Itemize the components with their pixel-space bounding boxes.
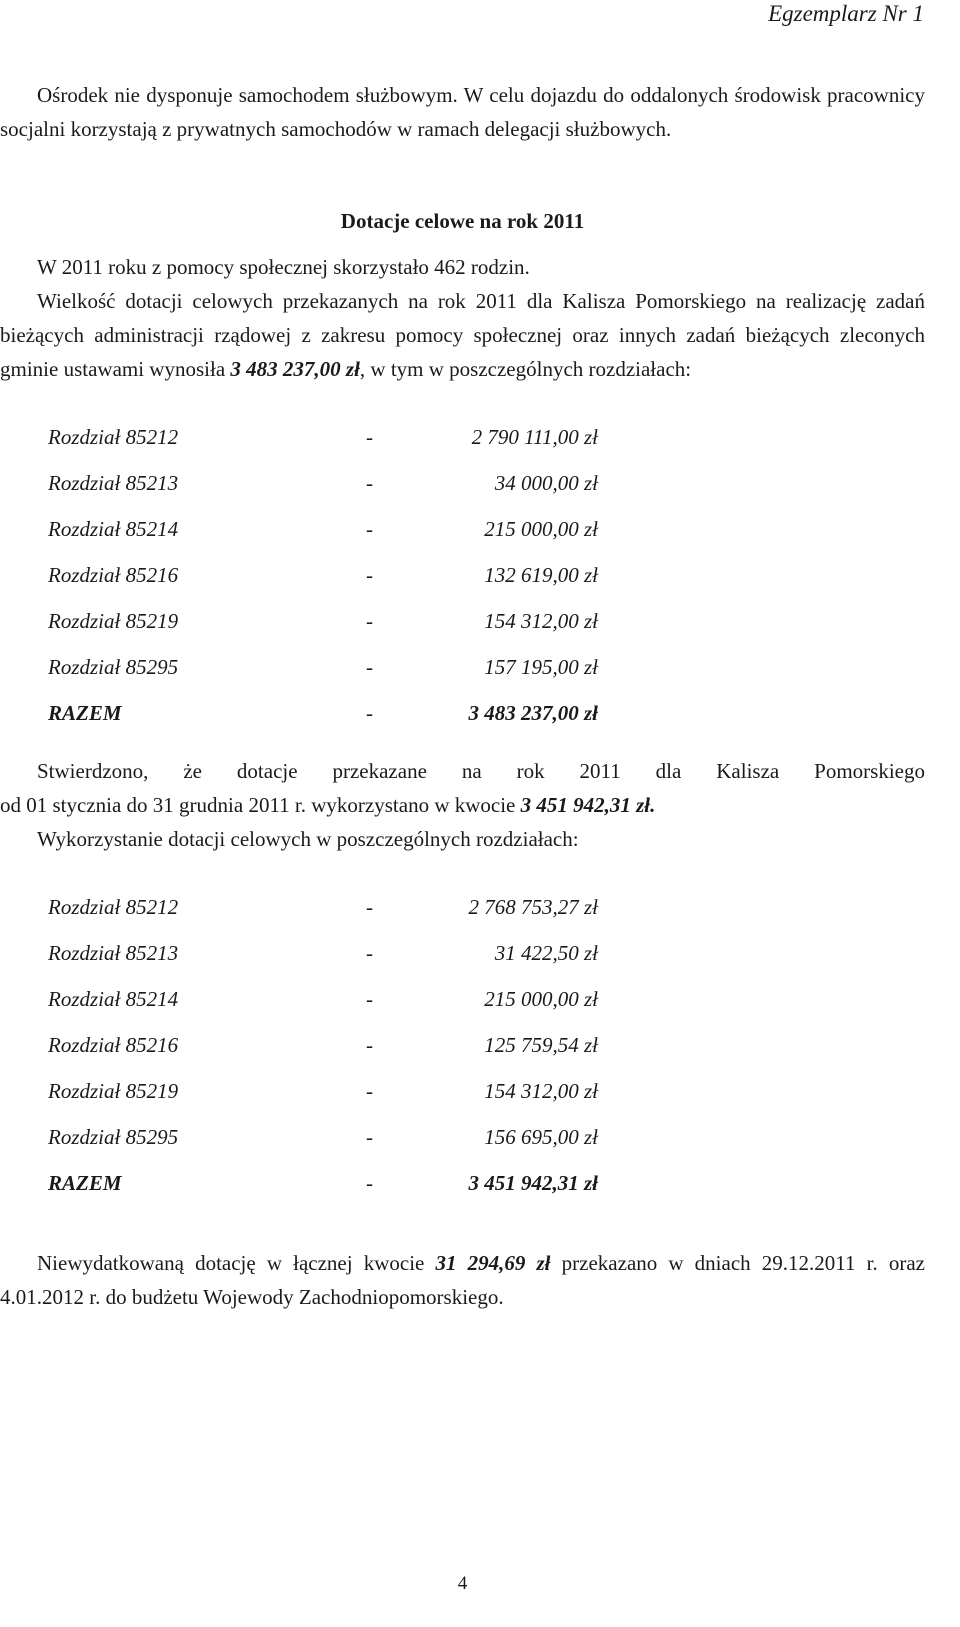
usage-amount: 215 000,00 zł: [484, 987, 598, 1011]
allocation-dash: -: [366, 655, 373, 679]
grants-text-after: , w tym w poszczególnych rozdziałach:: [359, 357, 692, 381]
unused-grant-paragraph: [0, 1246, 925, 1314]
allocation-amount: 132 619,00 zł: [484, 563, 598, 587]
usage-total-row: [0, 1166, 925, 1212]
copy-number-label: Egzemplarz Nr 1: [768, 1, 924, 26]
unused-text-after: przekazano w dniach 29.12.2011 r. oraz 4.01.2012 r. do budżetu Wojewody Zachodniopomorskiego.: [0, 1251, 925, 1309]
allocation-total-label: RAZEM: [48, 701, 122, 725]
grants-paragraph: [0, 284, 925, 386]
allocation-amount: 34 000,00 zł: [494, 471, 598, 495]
usage-breakdown-list: [0, 890, 925, 1212]
page-number: 4: [457, 1573, 468, 1594]
usage-dash: -: [366, 1125, 373, 1149]
allocation-dash: -: [366, 609, 373, 633]
allocation-row: [0, 466, 925, 512]
usage-chapter: Rozdział 85213: [48, 941, 179, 965]
usage-amount: 125 759,54 zł: [484, 1033, 598, 1057]
allocation-row: [0, 512, 925, 558]
allocation-chapter: Rozdział 85219: [48, 609, 179, 633]
allocation-dash: -: [366, 517, 373, 541]
usage-intro: Wykorzystanie dotacji celowych w poszczególnych rozdziałach:: [37, 827, 579, 851]
allocation-amount: 2 790 111,00 zł: [471, 425, 598, 449]
allocation-dash: -: [366, 471, 373, 495]
allocation-row: [0, 420, 925, 466]
usage-chapter: Rozdział 85219: [48, 1079, 179, 1103]
usage-amount: 31 422,50 zł: [494, 941, 598, 965]
usage-total-amount-row: 3 451 942,31 zł: [468, 1171, 598, 1195]
usage-row: [0, 1074, 925, 1120]
allocation-row: [0, 558, 925, 604]
allocation-amount: 215 000,00 zł: [484, 517, 598, 541]
allocation-chapter: Rozdział 85212: [48, 425, 179, 449]
usage-total-amount: 3 451 942,31 zł.: [520, 793, 656, 817]
allocation-chapter: Rozdział 85295: [48, 655, 179, 679]
unused-text-before: Niewydatkowaną dotację w łącznej kwocie: [37, 1251, 436, 1275]
usage-row: [0, 1028, 925, 1074]
allocation-total-amount: 3 483 237,00 zł: [468, 701, 598, 725]
usage-row: [0, 890, 925, 936]
usage-chapter: Rozdział 85295: [48, 1125, 179, 1149]
unused-amount: 31 294,69 zł: [435, 1251, 551, 1275]
usage-amount: 154 312,00 zł: [484, 1079, 598, 1103]
families-sentence: W 2011 roku z pomocy społecznej skorzystało 462 rodzin.: [37, 255, 530, 279]
allocation-chapter: Rozdział 85216: [48, 563, 179, 587]
usage-total-label: RAZEM: [48, 1171, 122, 1195]
allocation-chapter: Rozdział 85213: [48, 471, 179, 495]
document-body: [0, 78, 925, 1314]
grants-total-amount: 3 483 237,00 zł: [230, 357, 360, 381]
usage-chapter: Rozdział 85216: [48, 1033, 179, 1057]
usage-dash: -: [366, 1079, 373, 1103]
allocation-chapter: Rozdział 85214: [48, 517, 179, 541]
usage-dash: -: [366, 895, 373, 919]
allocation-row: [0, 650, 925, 696]
usage-dash: -: [366, 1033, 373, 1057]
section-title: Dotacje celowe na rok 2011: [340, 209, 585, 233]
allocation-dash: -: [366, 563, 373, 587]
intro-paragraph: Ośrodek nie dysponuje samochodem służbowym. W celu dojazdu do oddalonych środowisk pracownicy socjalni korzystają z prywatnych samochodów w ramach delegacji służbowych.: [0, 83, 925, 141]
usage-amount: 156 695,00 zł: [484, 1125, 598, 1149]
usage-statement-line1: Stwierdzono, że dotacje przekazane na rok 2011 dla Kalisza Pomorskiego: [37, 759, 925, 783]
usage-chapter: Rozdział 85214: [48, 987, 179, 1011]
usage-dash: -: [366, 1171, 373, 1195]
allocation-amount: 154 312,00 zł: [484, 609, 598, 633]
usage-row: [0, 982, 925, 1028]
usage-row: [0, 936, 925, 982]
usage-dash: -: [366, 941, 373, 965]
grants-allocation-list: [0, 420, 925, 742]
allocation-dash: -: [366, 425, 373, 449]
usage-text-before: od 01 stycznia do 31 grudnia 2011 r. wykorzystano w kwocie: [0, 793, 521, 817]
usage-statement-line2: [0, 788, 925, 822]
usage-dash: -: [366, 987, 373, 1011]
usage-chapter: Rozdział 85212: [48, 895, 179, 919]
usage-amount: 2 768 753,27 zł: [468, 895, 598, 919]
allocation-amount: 157 195,00 zł: [484, 655, 598, 679]
allocation-dash: -: [366, 701, 373, 725]
allocation-row: [0, 604, 925, 650]
usage-row: [0, 1120, 925, 1166]
grants-text-before: Wielkość dotacji celowych przekazanych na rok 2011 dla Kalisza Pomorskiego na realizację zadań bieżących administracji rządowej z zakresu pomocy społecznej oraz innych zadań bieżących zleconych gminie ustawami wynosiła: [0, 289, 925, 381]
allocation-total-row: [0, 696, 925, 742]
